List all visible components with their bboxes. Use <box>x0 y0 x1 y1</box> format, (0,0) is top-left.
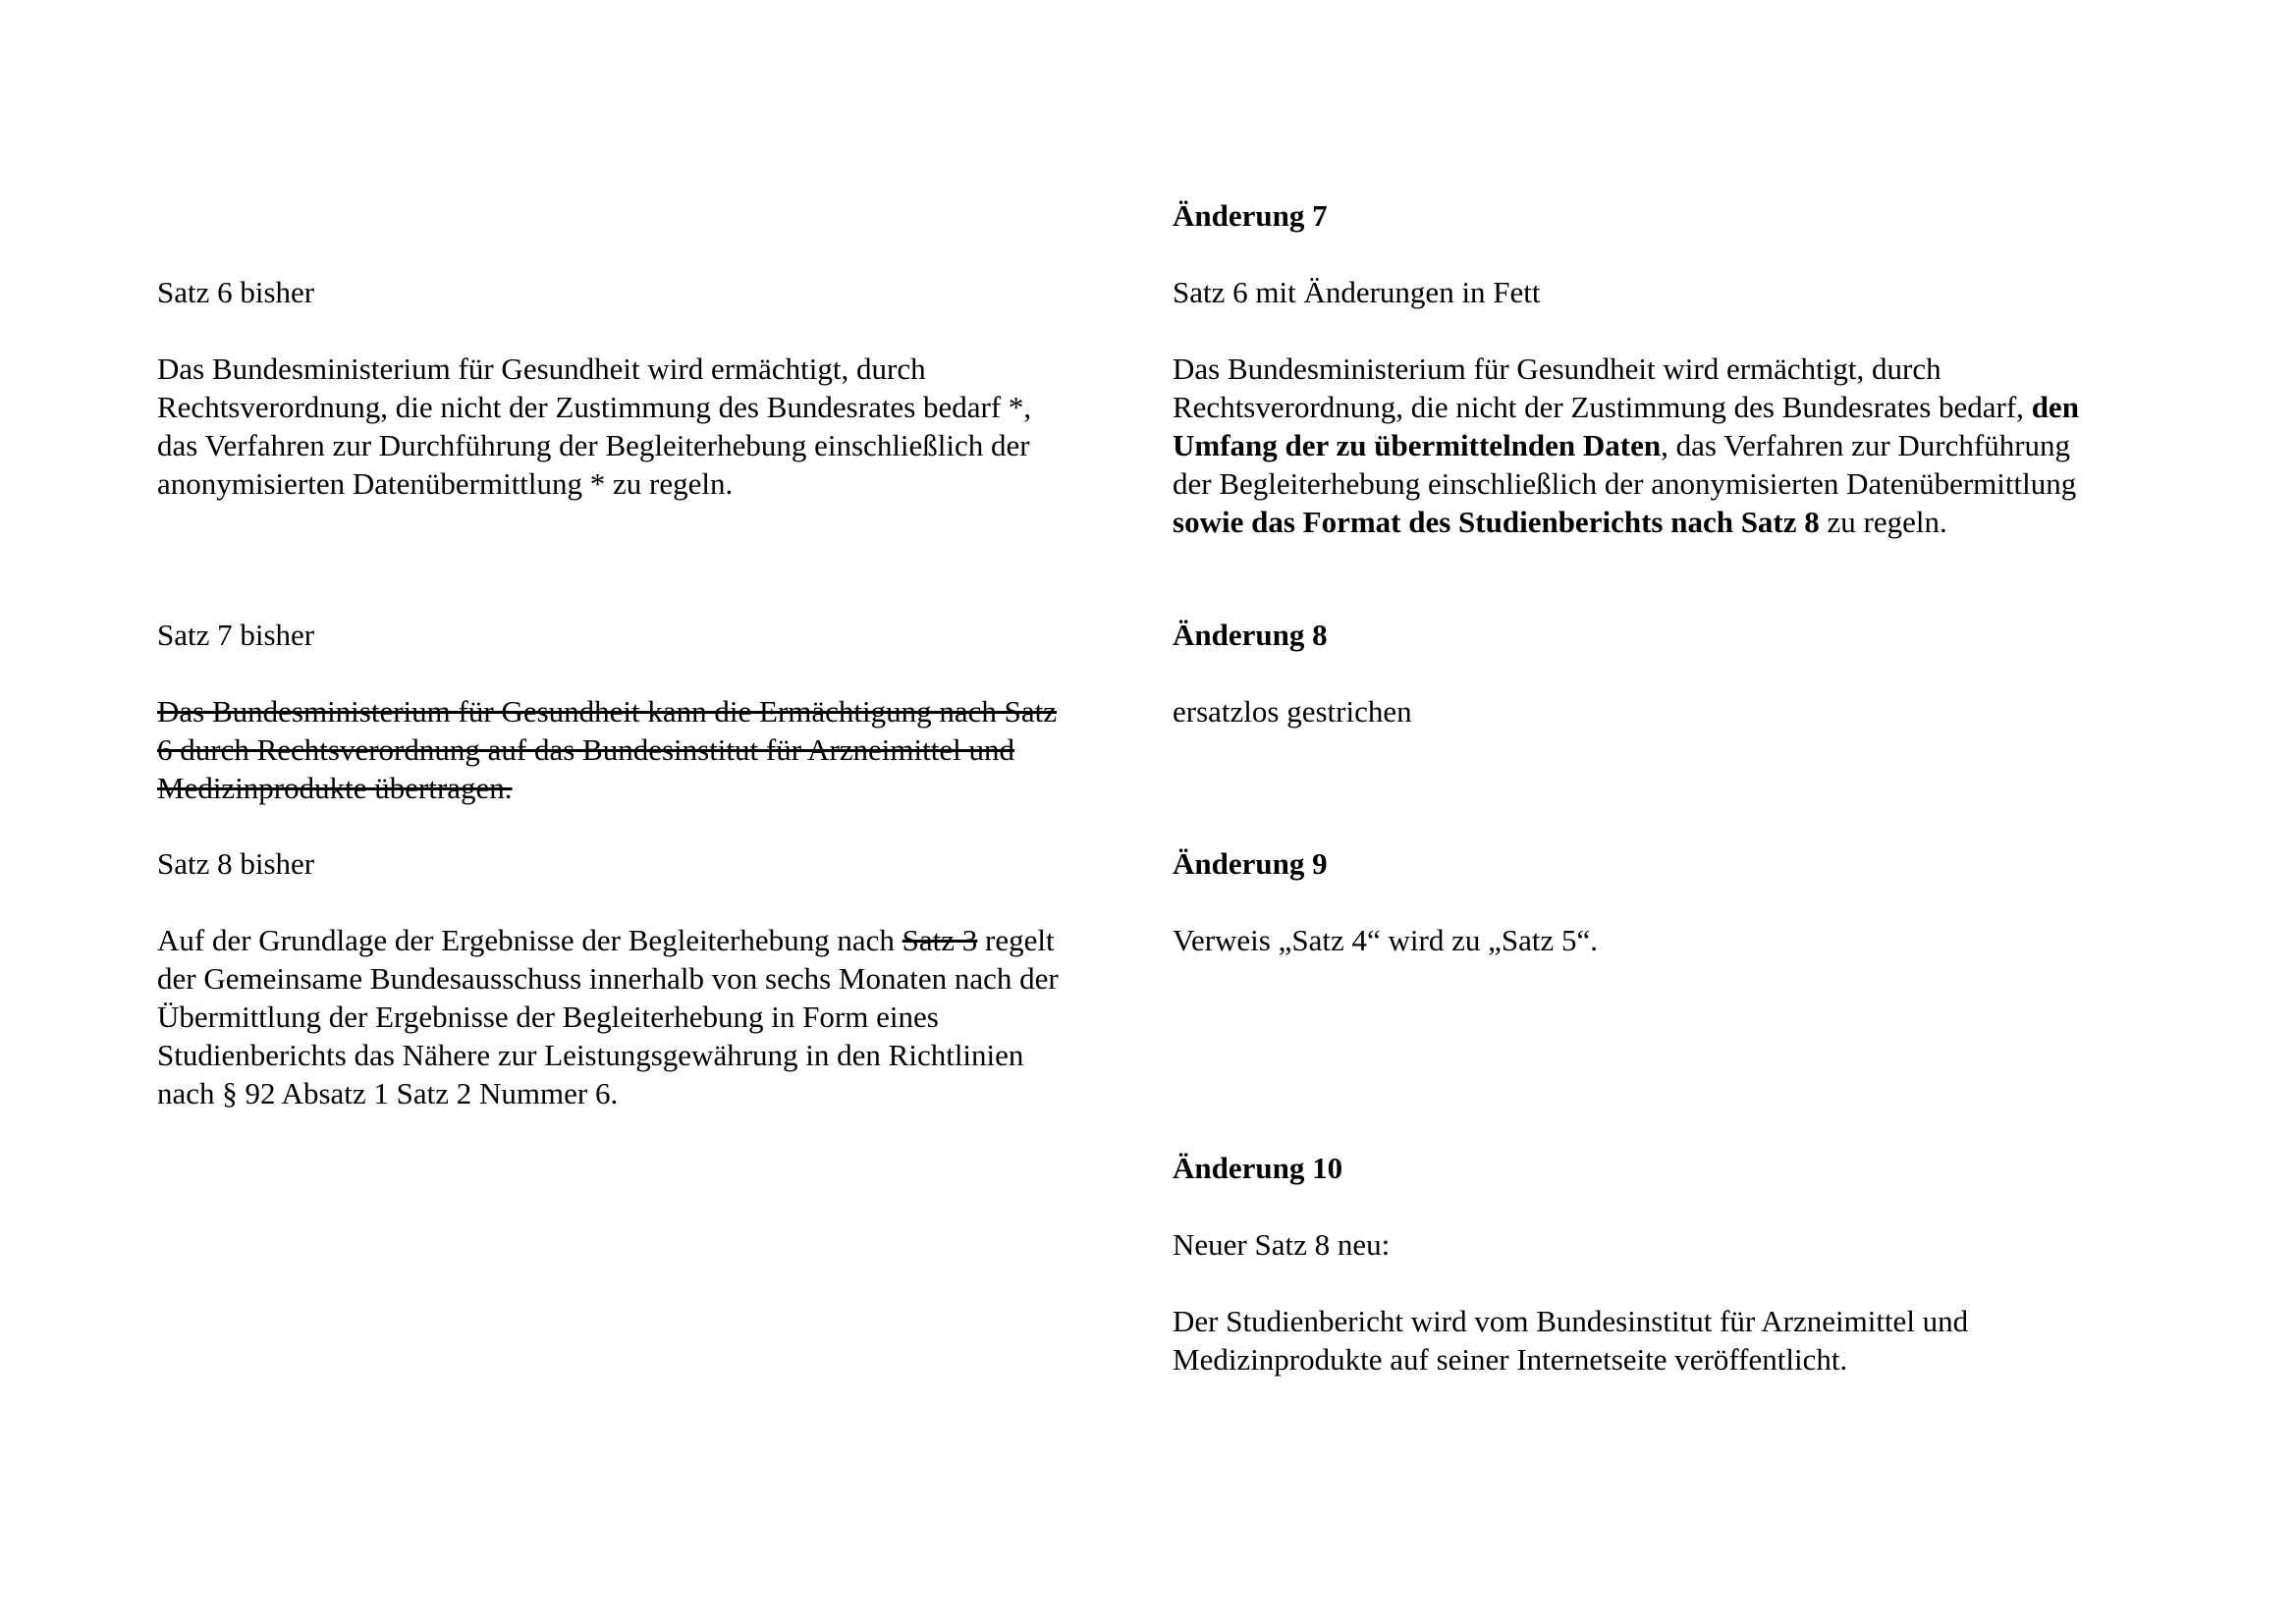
satz7-struck-text <box>157 692 1057 807</box>
bold-change: sowie das Format des Studienberichts nach Satz 8 <box>1173 505 1820 539</box>
text-line <box>157 921 1059 959</box>
text-line: Das Bundesministerium für Gesundheit kann die Ermächtigung nach Satz <box>157 694 1058 729</box>
text-line: nach § 92 Absatz 1 Satz 2 Nummer 6. <box>157 1076 619 1110</box>
aenderung-7-text <box>1173 350 2079 541</box>
aenderung-8-text: ersatzlos gestrichen <box>1173 694 1412 729</box>
text-segment: regelt <box>977 923 1055 957</box>
aenderung-10-text <box>1173 1302 1968 1379</box>
text-line: Übermittlung der Ergebnisse der Begleiterhebung in Form eines <box>157 1000 939 1034</box>
text-line: Medizinprodukte übertragen. <box>157 771 513 805</box>
aenderung-10-label: Neuer Satz 8 neu: <box>1173 1227 1391 1262</box>
text-segment: zu regeln. <box>1819 505 1947 539</box>
aenderung-7-heading: Änderung 7 <box>1173 198 1328 233</box>
text-line: Das Bundesministerium für Gesundheit wird ermächtigt, durch <box>157 351 926 386</box>
bold-change: den <box>2031 390 2079 424</box>
satz7-bisher-label: Satz 7 bisher <box>157 618 315 652</box>
aenderung-9-heading: Änderung 9 <box>1173 846 1328 881</box>
satz6-bisher-label: Satz 6 bisher <box>157 275 315 309</box>
aenderung-9-text: Verweis „Satz 4“ wird zu „Satz 5“. <box>1173 923 1598 957</box>
aenderung-7-label: Satz 6 mit Änderungen in Fett <box>1173 275 1541 309</box>
text-line: Der Studienbericht wird vom Bundesinstitut für Arzneimittel und <box>1173 1304 1969 1338</box>
satz6-bisher-text <box>157 350 1031 503</box>
text-segment: , das Verfahren zur Durchführung <box>1661 428 2071 462</box>
aenderung-10-heading: Änderung 10 <box>1173 1151 1343 1185</box>
text-line: der Begleiterhebung einschließlich der anonymisierten Datenübermittlung <box>1173 466 2077 501</box>
bold-change: Umfang der zu übermittelnden Daten <box>1173 428 1662 462</box>
text-line <box>1173 503 2079 541</box>
text-line: das Verfahren zur Durchführung der Begleiterhebung einschließlich der <box>157 428 1030 462</box>
text-line <box>1173 426 2079 464</box>
aenderung-8-heading: Änderung 8 <box>1173 618 1328 652</box>
text-line: Studienberichts das Nähere zur Leistungsgewährung in den Richtlinien <box>157 1038 1024 1072</box>
satz8-bisher-text <box>157 921 1059 1112</box>
text-line: Das Bundesministerium für Gesundheit wird ermächtigt, durch <box>1173 351 1941 386</box>
text-line: 6 durch Rechtsverordnung auf das Bundesinstitut für Arzneimittel und <box>157 732 1014 767</box>
text-line: Medizinprodukte auf seiner Internetseite veröffentlicht. <box>1173 1342 1848 1377</box>
satz8-bisher-label: Satz 8 bisher <box>157 846 315 881</box>
text-line: der Gemeinsame Bundesausschuss innerhalb von sechs Monaten nach der <box>157 961 1059 996</box>
text-segment: Auf der Grundlage der Ergebnisse der Begleiterhebung nach <box>157 923 902 957</box>
text-line <box>1173 388 2079 426</box>
text-line: anonymisierten Datenübermittlung * zu regeln. <box>157 466 734 501</box>
struck-reference: Satz 3 <box>902 923 978 957</box>
text-segment: Rechtsverordnung, die nicht der Zustimmung des Bundesrates bedarf, <box>1173 390 2032 424</box>
text-line: Rechtsverordnung, die nicht der Zustimmung des Bundesrates bedarf *, <box>157 390 1032 424</box>
